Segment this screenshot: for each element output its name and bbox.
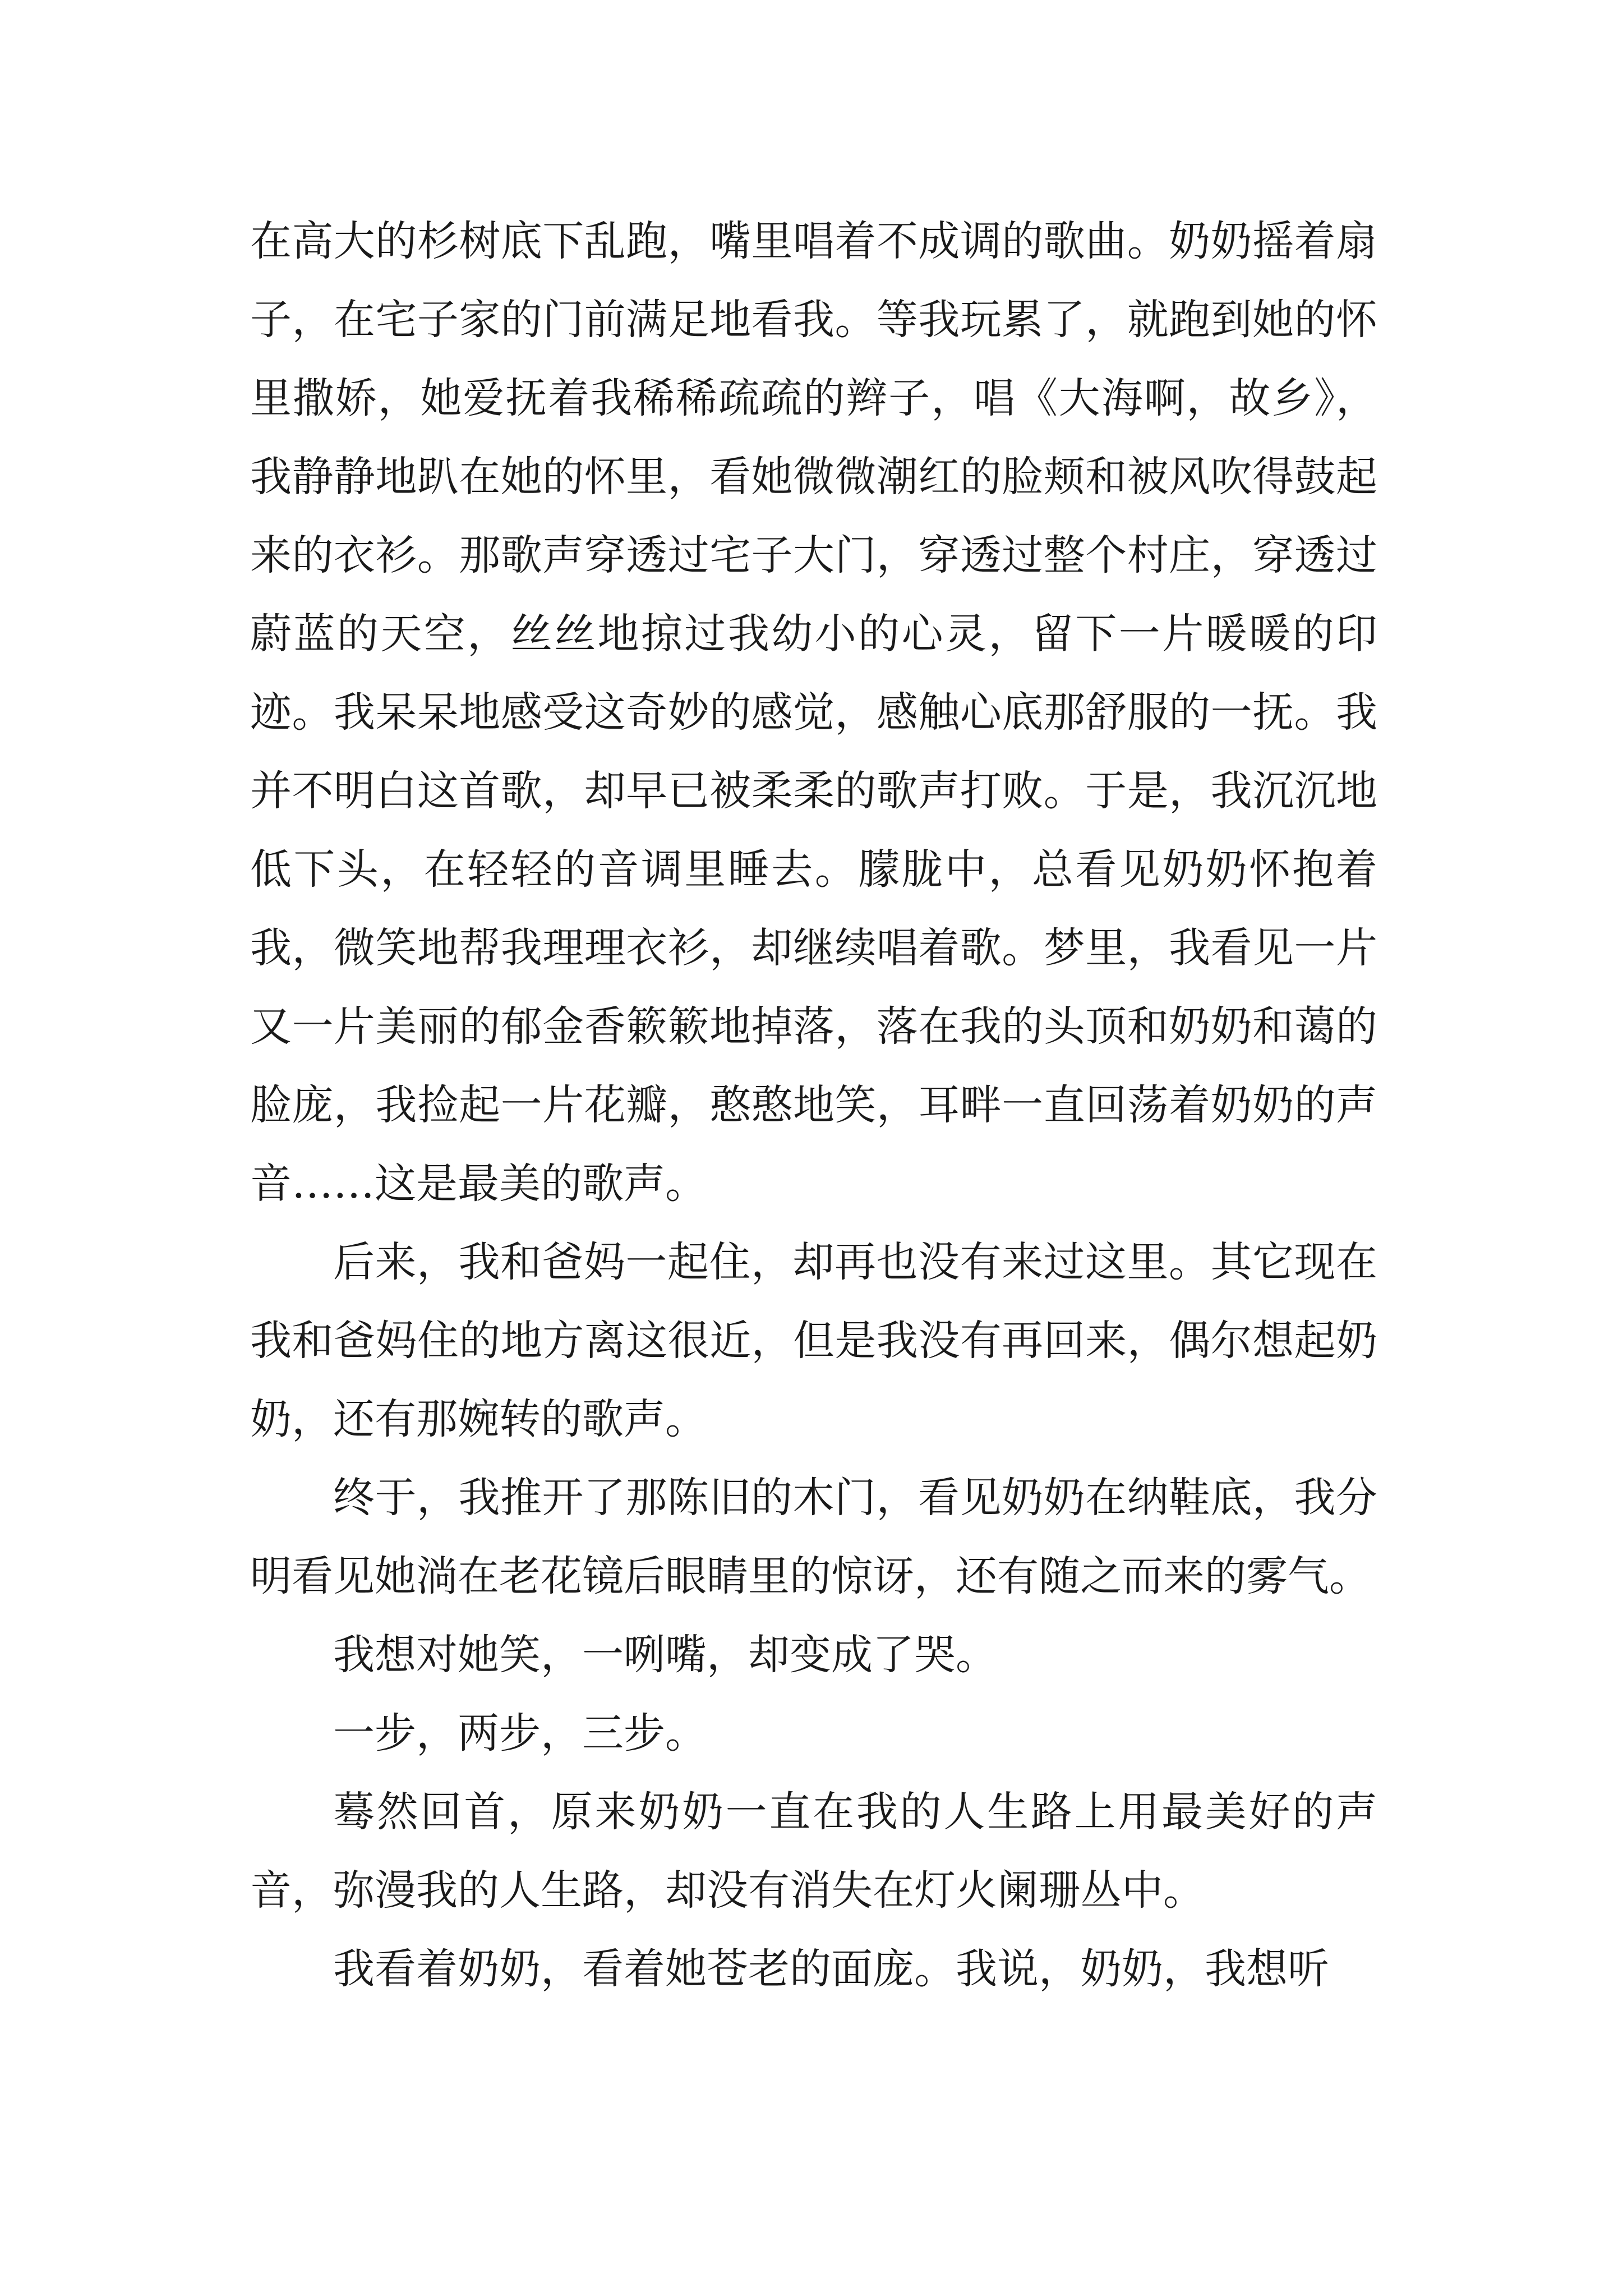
paragraph-6: 蓦然回首，原来奶奶一直在我的人生路上用最美好的声音，弥漫我的人生路，却没有消失在灯火阑珊丛中。 xyxy=(250,1788,1377,1915)
paragraph-5: 一步，两步，三步。 xyxy=(333,1709,707,1757)
paragraph-1: 在高大的杉树底下乱跑，嘴里唱着不成调的歌曲。奶奶摇着扇子，在宅子家的门前满足地看我。等我玩累了，就跑到她的怀里撒娇，她爱抚着我稀稀疏疏的辫子，唱《大海啊，故乡》，我静静地趴在她的怀里，看她微微潮红的脸颊和被风吹得鼓起来的衣衫。那歌声穿透过宅子大门，穿透过整个村庄，穿透过蔚蓝的天空，丝丝地掠过我幼小的心灵，留下一片暖暖的印迹。我呆呆地感受这奇妙的感觉，感触心底那舒服的一抚。我并不明白这首歌，却早已被柔柔的歌声打败。于是，我沉沉地低下头，在轻轻的音调里睡去。朦胧中，总看见奶奶怀抱着我，微笑地帮我理理衣衫，却继续唱着歌。梦里，我看见一片又一片美丽的郁金香簌簌地掉落，落在我的头顶和奶奶和蔼的脸庞，我捡起一片花瓣，憨憨地笑，耳畔一直回荡着奶奶的声音……这是最美的歌声。 xyxy=(250,217,1377,1208)
paragraph-7: 我看着奶奶，看着她苍老的面庞。我说，奶奶，我想听 xyxy=(333,1945,1329,1993)
paragraph-2: 后来，我和爸妈一起住，却再也没有来过这里。其它现在我和爸妈住的地方离这很近，但是我没有再回来，偶尔想起奶奶，还有那婉转的歌声。 xyxy=(250,1238,1377,1443)
paragraph-3: 终于，我推开了那陈旧的木门，看见奶奶在纳鞋底，我分明看见她淌在老花镜后眼睛里的惊讶，还有随之而来的雾气。 xyxy=(250,1474,1377,1600)
document-page xyxy=(250,202,1377,2008)
paragraph-4: 我想对她笑，一咧嘴，却变成了哭。 xyxy=(333,1631,997,1679)
